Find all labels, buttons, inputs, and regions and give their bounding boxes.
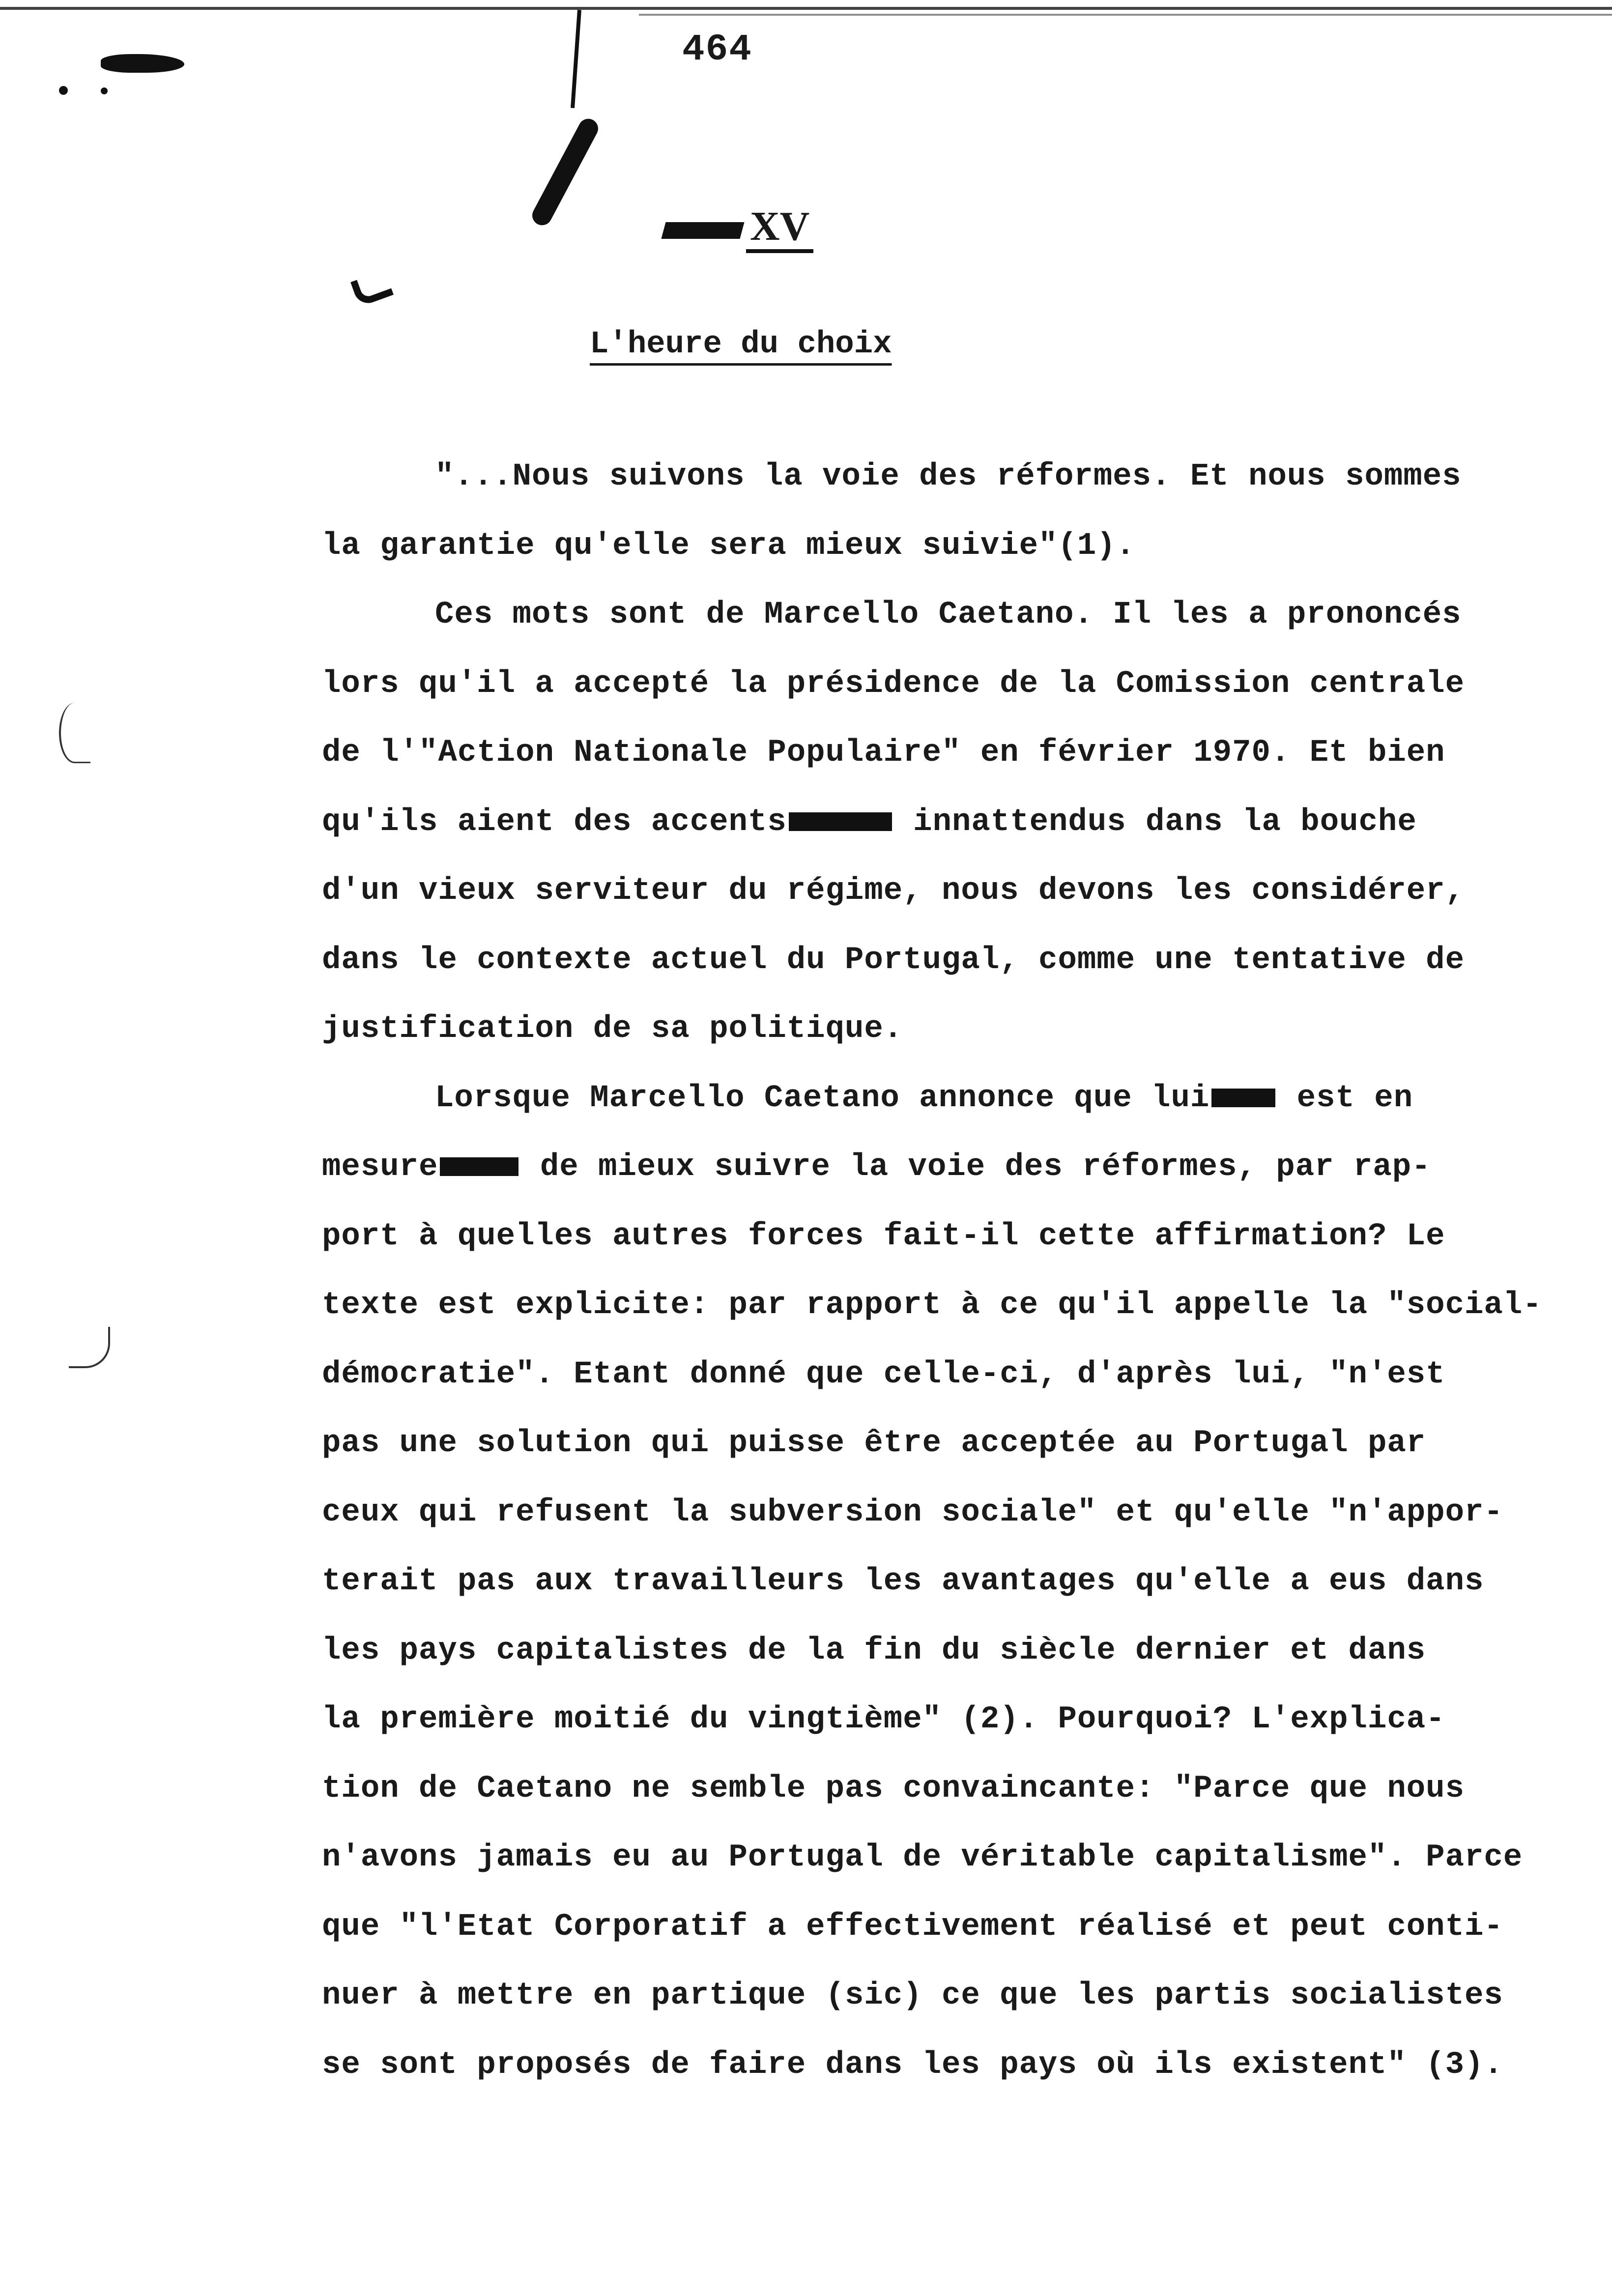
text-line-content: dans le contexte actuel du Portugal, comme une tentative de — [322, 942, 1465, 978]
page-number: 464 — [682, 29, 752, 71]
ink-blot-mark — [101, 54, 184, 73]
top-rule — [0, 7, 1612, 10]
text-line-content: que "l'Etat Corporatif a effectivement réalisé et peut conti- — [322, 1909, 1503, 1945]
text-line — [322, 718, 1610, 788]
text-line — [322, 1202, 1610, 1271]
text-line — [322, 1340, 1610, 1409]
body-text — [322, 442, 1610, 2099]
text-line-content: n'avons jamais eu au Portugal de véritable capitalisme". Parce — [322, 1840, 1523, 1875]
typed-over-strikeout — [1211, 1089, 1275, 1107]
pen-line-mark — [571, 10, 581, 108]
text-line-content: la première moitié du vingtième" (2). Pourquoi? L'explica- — [322, 1702, 1445, 1737]
margin-mark — [59, 703, 90, 763]
text-line-content: se sont proposés de faire dans les pays où ils existent" (3). — [322, 2047, 1503, 2083]
text-line — [322, 580, 1610, 650]
text-line-content: les pays capitalistes de la fin du siècle dernier et dans — [322, 1633, 1426, 1668]
text-line-content: tion de Caetano ne semble pas convaincante: "Parce que nous — [322, 1771, 1465, 1807]
text-line-content: pas une solution qui puisse être acceptée au Portugal par — [322, 1426, 1426, 1461]
text-line — [322, 1823, 1610, 1893]
section-title: L'heure du choix — [590, 327, 892, 362]
text-line — [322, 512, 1610, 581]
ink-dot-mark — [59, 86, 68, 95]
text-line-content: lors qu'il a accepté la présidence de la Comission centrale — [322, 666, 1465, 702]
text-line-continuation: est en — [1277, 1080, 1413, 1116]
text-line — [322, 442, 1610, 512]
check-mark — [350, 270, 394, 307]
text-line — [322, 1893, 1610, 1962]
text-line-content: justification de sa politique. — [322, 1011, 903, 1047]
text-line — [322, 2031, 1610, 2100]
text-line — [322, 1271, 1610, 1340]
typed-over-strikeout — [440, 1157, 518, 1176]
text-line — [322, 1961, 1610, 2031]
text-line — [322, 1685, 1610, 1754]
text-line — [322, 1754, 1610, 1824]
struck-out-text — [661, 222, 744, 239]
text-line-content: d'un vieux serviteur du régime, nous devons les considérer, — [322, 873, 1465, 909]
text-line-content: de l'"Action Nationale Populaire" en février 1970. Et bien — [322, 735, 1445, 771]
text-line — [322, 1478, 1610, 1548]
text-line-continuation: de mieux suivre la voie des réformes, par rap- — [520, 1149, 1431, 1185]
text-line-content: texte est explicite: par rapport à ce qu'il appelle la "social- — [322, 1288, 1542, 1323]
text-line-content: qu'ils aient des accents — [322, 804, 787, 840]
text-line-content: démocratie". Etant donné que celle-ci, d'après lui, "n'est — [322, 1356, 1445, 1392]
text-line — [322, 1133, 1610, 1202]
text-line — [322, 857, 1610, 926]
text-line — [322, 1064, 1610, 1133]
chapter-numeral: XV — [746, 203, 813, 253]
text-line-content: nuer à mettre en partique (sic) ce que les partis socialistes — [322, 1978, 1503, 2013]
text-line-content: la garantie qu'elle sera mieux suivie"(1). — [322, 528, 1136, 564]
text-line — [322, 995, 1610, 1064]
text-line — [322, 1409, 1610, 1478]
typed-over-strikeout — [789, 812, 892, 831]
text-line-content: ceux qui refusent la subversion sociale" et qu'elle "n'appor- — [322, 1494, 1503, 1530]
text-line — [322, 1547, 1610, 1616]
text-line-continuation: innattendus dans la bouche — [893, 804, 1417, 840]
text-line-content: Lorsque Marcello Caetano annonce que lui — [435, 1080, 1210, 1116]
text-line-content: mesure — [322, 1149, 438, 1185]
margin-mark — [69, 1327, 110, 1368]
ink-dot-mark — [101, 87, 108, 94]
text-line — [322, 1616, 1610, 1686]
text-line-content: Ces mots sont de Marcello Caetano. Il les a prononcés — [435, 597, 1462, 632]
top-rule-secondary — [639, 14, 1612, 16]
text-line-content: terait pas aux travailleurs les avantages qu'elle a eus dans — [322, 1564, 1484, 1599]
text-line — [322, 788, 1610, 857]
text-line-content: "...Nous suivons la voie des réformes. Et nous sommes — [435, 459, 1462, 494]
text-line — [322, 650, 1610, 719]
pen-stroke-mark — [529, 115, 602, 229]
text-line-content: port à quelles autres forces fait-il cette affirmation? Le — [322, 1218, 1445, 1254]
chapter-heading — [663, 202, 813, 250]
text-line — [322, 926, 1610, 995]
